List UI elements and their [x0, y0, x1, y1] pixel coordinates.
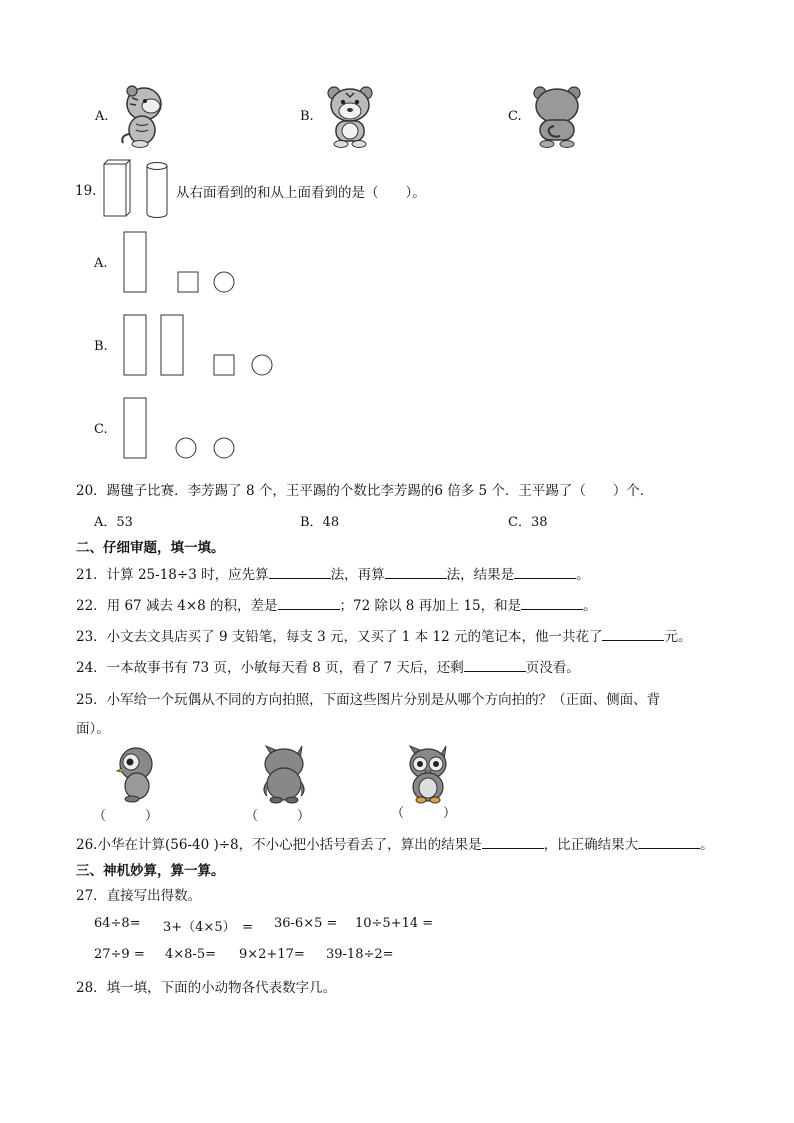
q19-option-a-label: A.	[94, 256, 108, 271]
q23-text-1: 23．小文去文具店买了 9 支铅笔，每支 3 元，又买了 1 本 12 元的笔记本，他一共花了	[76, 629, 603, 645]
q21-text-4: 。	[576, 567, 590, 583]
q18-option-c-label: C.	[508, 109, 522, 124]
q23-text-2: 元。	[664, 629, 692, 645]
q18-option-a-label: A.	[95, 109, 109, 124]
q18-option-b-label: B.	[300, 109, 314, 124]
q20-option-c: C．38	[508, 515, 548, 530]
q27-r1-c2: 3+（4×5） =	[163, 920, 253, 935]
owl-side-icon	[112, 742, 158, 804]
q19-option-b-views	[122, 313, 282, 379]
q28-title: 28．填一填，下面的小动物各代表数字几。	[76, 980, 337, 996]
q22-blank-1[interactable]	[278, 595, 340, 610]
section-2-title: 二、仔细审题，填一填。	[76, 540, 225, 556]
q22-blank-2[interactable]	[521, 595, 583, 610]
q25-line-1: 25．小军给一个玩偶从不同的方向拍照，下面这些图片分别是从哪个方向拍的？（正面、侧面、背	[76, 692, 661, 708]
q22-text-1: 22．用 67 减去 4×8 的积，差是	[76, 598, 278, 614]
q21-blank-1[interactable]	[269, 564, 331, 579]
q26-question	[76, 833, 714, 853]
q25-answer-2[interactable]: （ ）	[245, 809, 311, 824]
q19-option-c-views	[122, 396, 242, 462]
q27-r1-c3: 36-6×5 =	[274, 916, 338, 931]
q22-text-2: ；72 除以 8 再加上 15，和是	[339, 598, 522, 614]
q26-text-2: ，比正确结果大	[543, 837, 639, 853]
q19-option-c-label: C.	[94, 422, 108, 437]
q27-r2-c4: 39-18÷2=	[326, 947, 394, 962]
tiger-back-icon	[530, 84, 584, 150]
q20-question-text: 20．踢毽子比赛．李芳踢了 8 个，王平踢的个数比李芳踢的6 倍多 5 个．王平踢了（ ）个．	[76, 483, 654, 499]
q27-r2-c3: 9×2+17=	[239, 947, 305, 962]
tiger-front-icon	[324, 84, 376, 148]
q26-text-1: 26.小华在计算(56-40 )÷8，不小心把小括号看丢了，算出的结果是	[76, 837, 482, 853]
q26-blank-2[interactable]	[638, 834, 700, 849]
q27-r1-c1: 64÷8=	[94, 916, 141, 931]
q26-blank-1[interactable]	[482, 834, 544, 849]
q19-question-text: 从右面看到的和从上面看到的是（ ）。	[176, 185, 426, 201]
q24-text-1: 24．一本故事书有 73 页，小敏每天看 8 页，看了 7 天后，还剩	[76, 660, 464, 676]
q27-r2-c1: 27÷9 =	[94, 947, 145, 962]
q24-question	[76, 656, 580, 676]
q19-option-a-views	[122, 230, 242, 296]
q21-question	[76, 563, 590, 583]
q26-text-3: 。	[700, 837, 714, 853]
tiger-side-icon	[118, 84, 168, 148]
owl-front-icon	[404, 742, 452, 804]
q27-title: 27．直接写出得数。	[76, 888, 202, 904]
q21-text-1: 21．计算 25-18÷3 时，应先算	[76, 567, 269, 583]
q21-text-3: 法，结果是	[446, 567, 515, 583]
section-3-title: 三、神机妙算，算一算。	[76, 863, 225, 879]
q22-question	[76, 594, 597, 614]
q25-line-2: 面）。	[76, 721, 110, 737]
q21-blank-2[interactable]	[385, 564, 447, 579]
q25-answer-1[interactable]: （ ）	[93, 809, 159, 824]
q24-text-2: 页没看。	[525, 660, 580, 676]
q21-blank-3[interactable]	[514, 564, 576, 579]
cuboid-cylinder-figure	[104, 160, 172, 220]
q22-text-3: 。	[583, 598, 597, 614]
q20-option-a: A．53	[94, 515, 133, 530]
q23-blank-1[interactable]	[602, 626, 664, 641]
q27-r2-c2: 4×8-5=	[165, 947, 216, 962]
q21-text-2: 法，再算	[330, 567, 385, 583]
q19-number: 19.	[75, 183, 97, 199]
q25-answer-3[interactable]: （ ）	[391, 806, 457, 821]
q23-question	[76, 625, 691, 645]
q19-option-b-label: B.	[94, 339, 108, 354]
q20-option-b: B．48	[300, 515, 340, 530]
owl-back-icon	[258, 742, 310, 804]
q24-blank-1[interactable]	[464, 657, 526, 672]
q27-r1-c4: 10÷5+14 =	[355, 916, 434, 931]
